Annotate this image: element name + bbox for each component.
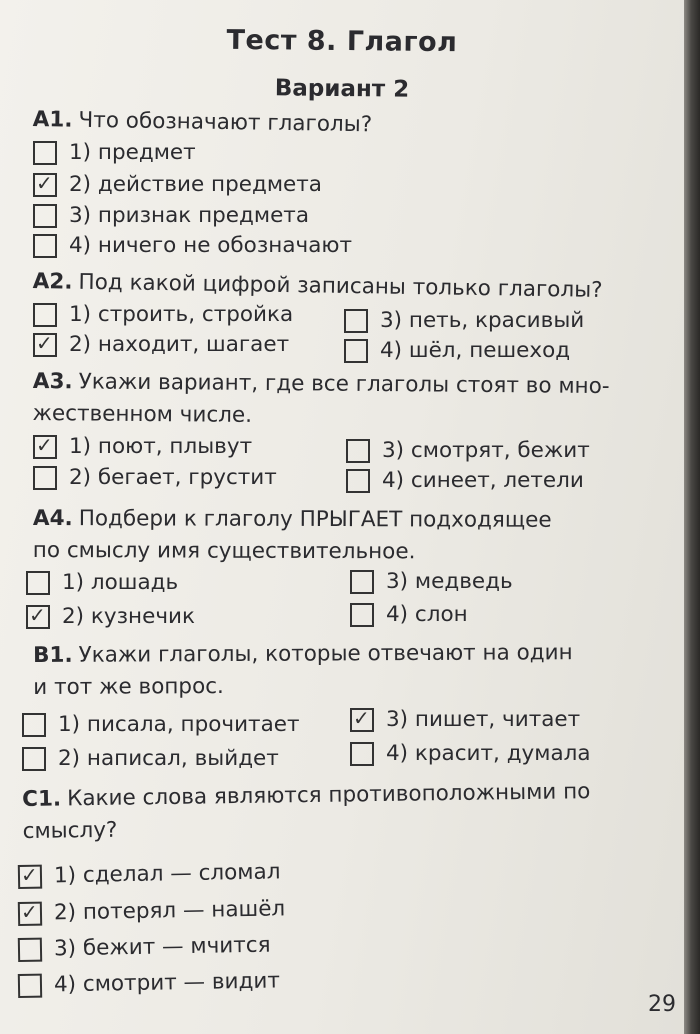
option-b1-1[interactable] (22, 712, 300, 738)
option-c1-2[interactable] (18, 896, 286, 927)
book-binding-edge (684, 0, 700, 1034)
checkbox[interactable] (22, 713, 46, 737)
question-text-cont: и тот же вопрос. (33, 674, 224, 700)
checkmark-icon: ✓ (20, 899, 38, 924)
option-label: 2) действие предмета (69, 172, 322, 197)
option-c1-3[interactable] (18, 933, 271, 963)
question-number: А1. (32, 106, 73, 133)
checkbox[interactable] (18, 899, 42, 926)
checkbox[interactable] (18, 938, 42, 962)
option-label: 4) смотрит — видит (53, 968, 281, 998)
option-label: 3) петь, красивый (380, 308, 585, 333)
option-c1-4[interactable] (18, 968, 280, 999)
option-label: 2) бегает, грустит (69, 465, 277, 490)
checkbox[interactable] (26, 605, 50, 629)
question-b1 (33, 637, 663, 704)
option-label: 1) строить, стройка (69, 302, 294, 327)
question-text: Под какой цифрой записаны только глаголы? (78, 269, 603, 303)
checkmark-icon: ✓ (353, 706, 370, 730)
option-label: 1) сделал — сломал (53, 859, 281, 889)
option-label: 4) шёл, пешеход (380, 338, 571, 363)
checkbox[interactable] (344, 309, 368, 333)
option-a4-1[interactable] (26, 570, 178, 596)
option-label: 1) писала, прочитает (58, 712, 300, 737)
option-a4-3[interactable] (350, 569, 513, 595)
checkbox[interactable] (18, 862, 42, 889)
checkbox[interactable] (33, 303, 57, 327)
option-label: 2) потерял — нашёл (53, 896, 286, 926)
option-label: 3) медведь (386, 569, 513, 594)
question-number: В1. (33, 642, 73, 668)
option-b1-2[interactable] (22, 746, 279, 772)
checkmark-icon: ✓ (36, 171, 53, 195)
option-label: 3) пишет, читает (386, 707, 581, 732)
option-label: 1) поют, плывут (69, 434, 253, 459)
checkbox[interactable] (350, 742, 374, 766)
checkbox[interactable] (350, 708, 374, 732)
checkbox[interactable] (344, 339, 368, 363)
option-b1-4[interactable] (350, 741, 591, 767)
checkbox[interactable] (33, 333, 57, 357)
question-text: Что обозначают глаголы? (78, 107, 373, 138)
option-label: 4) красит, думала (386, 741, 591, 766)
option-a1-1[interactable] (33, 140, 196, 166)
option-b1-3[interactable] (350, 707, 580, 733)
question-text: Укажи глаголы, которые отвечают на один (78, 640, 573, 668)
option-c1-1[interactable] (18, 859, 281, 890)
option-label: 3) бежит — мчится (53, 932, 271, 962)
option-a2-1[interactable] (33, 302, 293, 328)
option-label: 3) смотрят, бежит (382, 438, 590, 463)
option-label: 4) слон (386, 602, 468, 627)
question-text: Какие слова являются противоположными по (66, 779, 591, 812)
question-text-cont: жественном числе. (32, 400, 253, 428)
checkbox[interactable] (33, 204, 57, 228)
question-a4 (33, 503, 663, 569)
option-a1-4[interactable] (33, 233, 352, 259)
checkbox[interactable] (346, 439, 370, 463)
option-label: 2) кузнечик (62, 604, 195, 629)
option-a3-3[interactable] (346, 438, 590, 464)
option-label: 1) лошадь (62, 570, 179, 595)
option-a2-2[interactable] (33, 332, 289, 358)
option-label: 2) находит, шагает (69, 332, 290, 357)
option-a2-4[interactable] (344, 338, 570, 364)
checkbox[interactable] (33, 234, 57, 258)
option-label: 2) написал, выйдет (58, 746, 279, 771)
question-text-cont: смыслу? (22, 817, 118, 844)
question-number: А3. (32, 368, 73, 395)
checkbox[interactable] (22, 747, 46, 771)
checkbox[interactable] (33, 141, 57, 165)
question-text-cont: по смыслу имя существительное. (32, 537, 416, 565)
question-a3 (32, 366, 663, 435)
checkbox[interactable] (33, 466, 57, 490)
checkmark-icon: ✓ (20, 862, 38, 887)
option-a3-2[interactable] (33, 465, 277, 491)
page-number: 29 (648, 992, 676, 1017)
option-label: 1) предмет (69, 140, 196, 165)
checkbox[interactable] (26, 571, 50, 595)
question-text: Подбери к глаголу ПРЫГАЕТ подходящее (78, 506, 552, 533)
question-text: Укажи вариант, где все глаголы стоят во мно- (78, 369, 610, 400)
question-number: С1. (22, 786, 62, 812)
option-label: 4) синеет, летели (382, 468, 584, 493)
option-label: 3) признак предмета (69, 203, 310, 228)
option-a1-2[interactable] (33, 172, 322, 198)
option-a3-1[interactable] (33, 434, 252, 460)
option-a2-3[interactable] (344, 308, 584, 334)
option-a4-2[interactable] (26, 604, 195, 630)
option-a1-3[interactable] (33, 203, 309, 229)
page-title: Тест 8. Глагол (226, 24, 458, 59)
checkbox[interactable] (350, 570, 374, 594)
checkmark-icon: ✓ (36, 433, 53, 457)
variant-subtitle: Вариант 2 (274, 75, 410, 103)
checkbox[interactable] (33, 173, 57, 197)
checkmark-icon: ✓ (36, 331, 53, 355)
question-c1 (22, 775, 653, 848)
option-a3-4[interactable] (346, 468, 584, 494)
question-number: А4. (32, 505, 73, 532)
question-number: А2. (32, 268, 73, 295)
checkbox[interactable] (346, 469, 370, 493)
checkbox[interactable] (350, 603, 374, 627)
option-label: 4) ничего не обозначают (69, 233, 352, 258)
checkmark-icon: ✓ (29, 603, 46, 627)
option-a4-4[interactable] (350, 602, 468, 628)
checkbox[interactable] (33, 435, 57, 459)
checkbox[interactable] (18, 974, 42, 998)
